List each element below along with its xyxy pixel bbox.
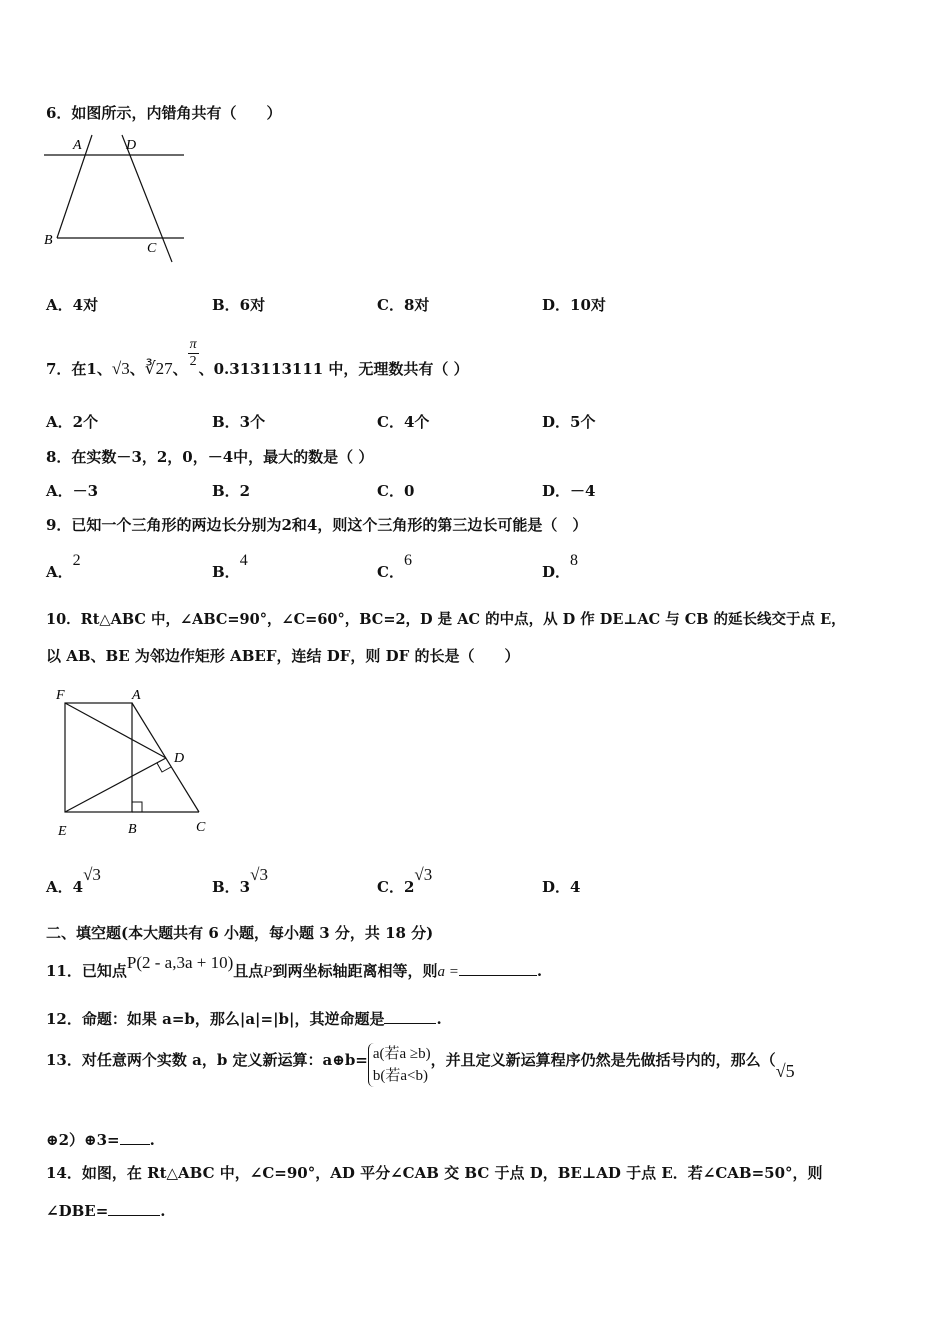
q10-line-fd <box>65 703 166 758</box>
q9-option-a: A．2 <box>46 552 81 581</box>
q6-option-a: A．4对 <box>46 296 99 314</box>
q12-answer-blank[interactable] <box>384 1007 436 1024</box>
q11-point: P(2 - a,3a + 10) <box>126 953 234 972</box>
q8-option-d: D．－4 <box>542 482 596 500</box>
q6-label-d: D <box>126 138 137 153</box>
q6-figure <box>40 132 190 267</box>
q14-line2: ∠DBE= . <box>46 1199 166 1220</box>
q7-option-d: D．5个 <box>542 413 596 431</box>
q8-option-b: B．2 <box>212 482 251 500</box>
q10-option-d: D．4 <box>542 878 581 896</box>
q8-stem: 8．在实数－3，2，0，－4中，最大的数是（ ） <box>46 448 374 466</box>
q11-stem: 11．已知点P(2 - a,3a + 10)且点P到两坐标轴距离相等，则a = . <box>46 953 543 980</box>
q6-label-a: A <box>73 138 82 153</box>
q6-option-b: B．6对 <box>212 296 266 314</box>
q10-option-a: A．4√3 <box>46 865 101 896</box>
q7-stem: 7．在1、√3、∛27、 $\frac{\pi}{2}$ 、0.313113111 中，无理数共有（ ） <box>46 337 469 378</box>
q8-option-c: C．0 <box>377 482 415 500</box>
q10-label-a: A <box>132 688 141 703</box>
q13-piecewise: a(若a ≥b) b(若a<b) <box>368 1043 431 1087</box>
q10-label-f: F <box>56 688 65 703</box>
q6-option-d: D．10对 <box>542 296 606 314</box>
q6-label-b: B <box>44 233 53 248</box>
q7-sqrt3: √3 <box>111 358 130 378</box>
q12-stem: 12．命题：如果 a=b，那么|a|=|b|，其逆命题是 . <box>46 1007 442 1029</box>
q10-rect-abef <box>65 703 132 812</box>
q10-line2: 以 AB、BE 为邻边作矩形 ABEF，连结 DF，则 DF 的长是（ ） <box>46 647 520 665</box>
q10-label-d: D <box>174 751 185 766</box>
q10-option-c: C．2√3 <box>377 865 433 896</box>
q6-stem: 6．如图所示，内错角共有（ ） <box>46 104 282 122</box>
q10-line-ed <box>65 758 166 812</box>
q8-option-a: A．－3 <box>46 482 99 500</box>
q13-answer-blank[interactable] <box>120 1128 150 1145</box>
q9-stem: 9．已知一个三角形的两边长分别为2和4，则这个三角形的第三边长可能是（ ） <box>46 516 588 534</box>
q13-line2: ⊕2）⊕3= . <box>46 1128 155 1150</box>
q10-label-c: C <box>196 820 206 835</box>
q13-stem: 13．对任意两个实数 a，b 定义新运算：a⊕b= a(若a ≥b) b(若a<b) ，并且定义新运算程序仍然是先做括号内的，那么（√5 <box>46 1043 795 1087</box>
q6-option-c: C．8对 <box>377 296 430 314</box>
q10-figure <box>50 685 220 840</box>
q14-line1: 14．如图，在 Rt△ABC 中，∠C=90°，AD 平分∠CAB 交 BC 于点 D，BE⊥AD 于点 E．若∠CAB=50°，则 <box>46 1164 823 1182</box>
q14-answer-blank[interactable] <box>108 1199 160 1216</box>
section-2-heading: 二、填空题(本大题共有 6 小题，每小题 3 分，共 18 分) <box>46 924 434 942</box>
q10-right-angle-d <box>157 763 171 772</box>
q10-label-b: B <box>128 822 137 837</box>
q11-answer-blank[interactable] <box>459 975 537 976</box>
q10-label-e: E <box>58 824 67 839</box>
q7-option-b: B．3个 <box>212 413 266 431</box>
q9-option-b: B．4 <box>212 552 248 581</box>
q7-cbrt27: ∛27 <box>144 358 173 378</box>
q7-option-c: C．4个 <box>377 413 430 431</box>
q13-sqrt5: √5 <box>775 1061 795 1081</box>
q10-option-b: B．3√3 <box>212 865 268 896</box>
q9-option-d: D．8 <box>542 552 579 581</box>
q7-pi-over-2: $\frac{\pi}{2}$ <box>189 337 197 369</box>
q7-option-a: A．2个 <box>46 413 99 431</box>
q9-option-c: C．6 <box>377 552 412 581</box>
q10-line1: 10．Rt△ABC 中，∠ABC=90°，∠C=60°，BC=2，D 是 AC 的中点，从 D 作 DE⊥AC 与 CB 的延长线交于点 E， <box>46 611 846 628</box>
q10-right-angle-b <box>132 802 142 812</box>
q6-label-c: C <box>147 241 157 256</box>
